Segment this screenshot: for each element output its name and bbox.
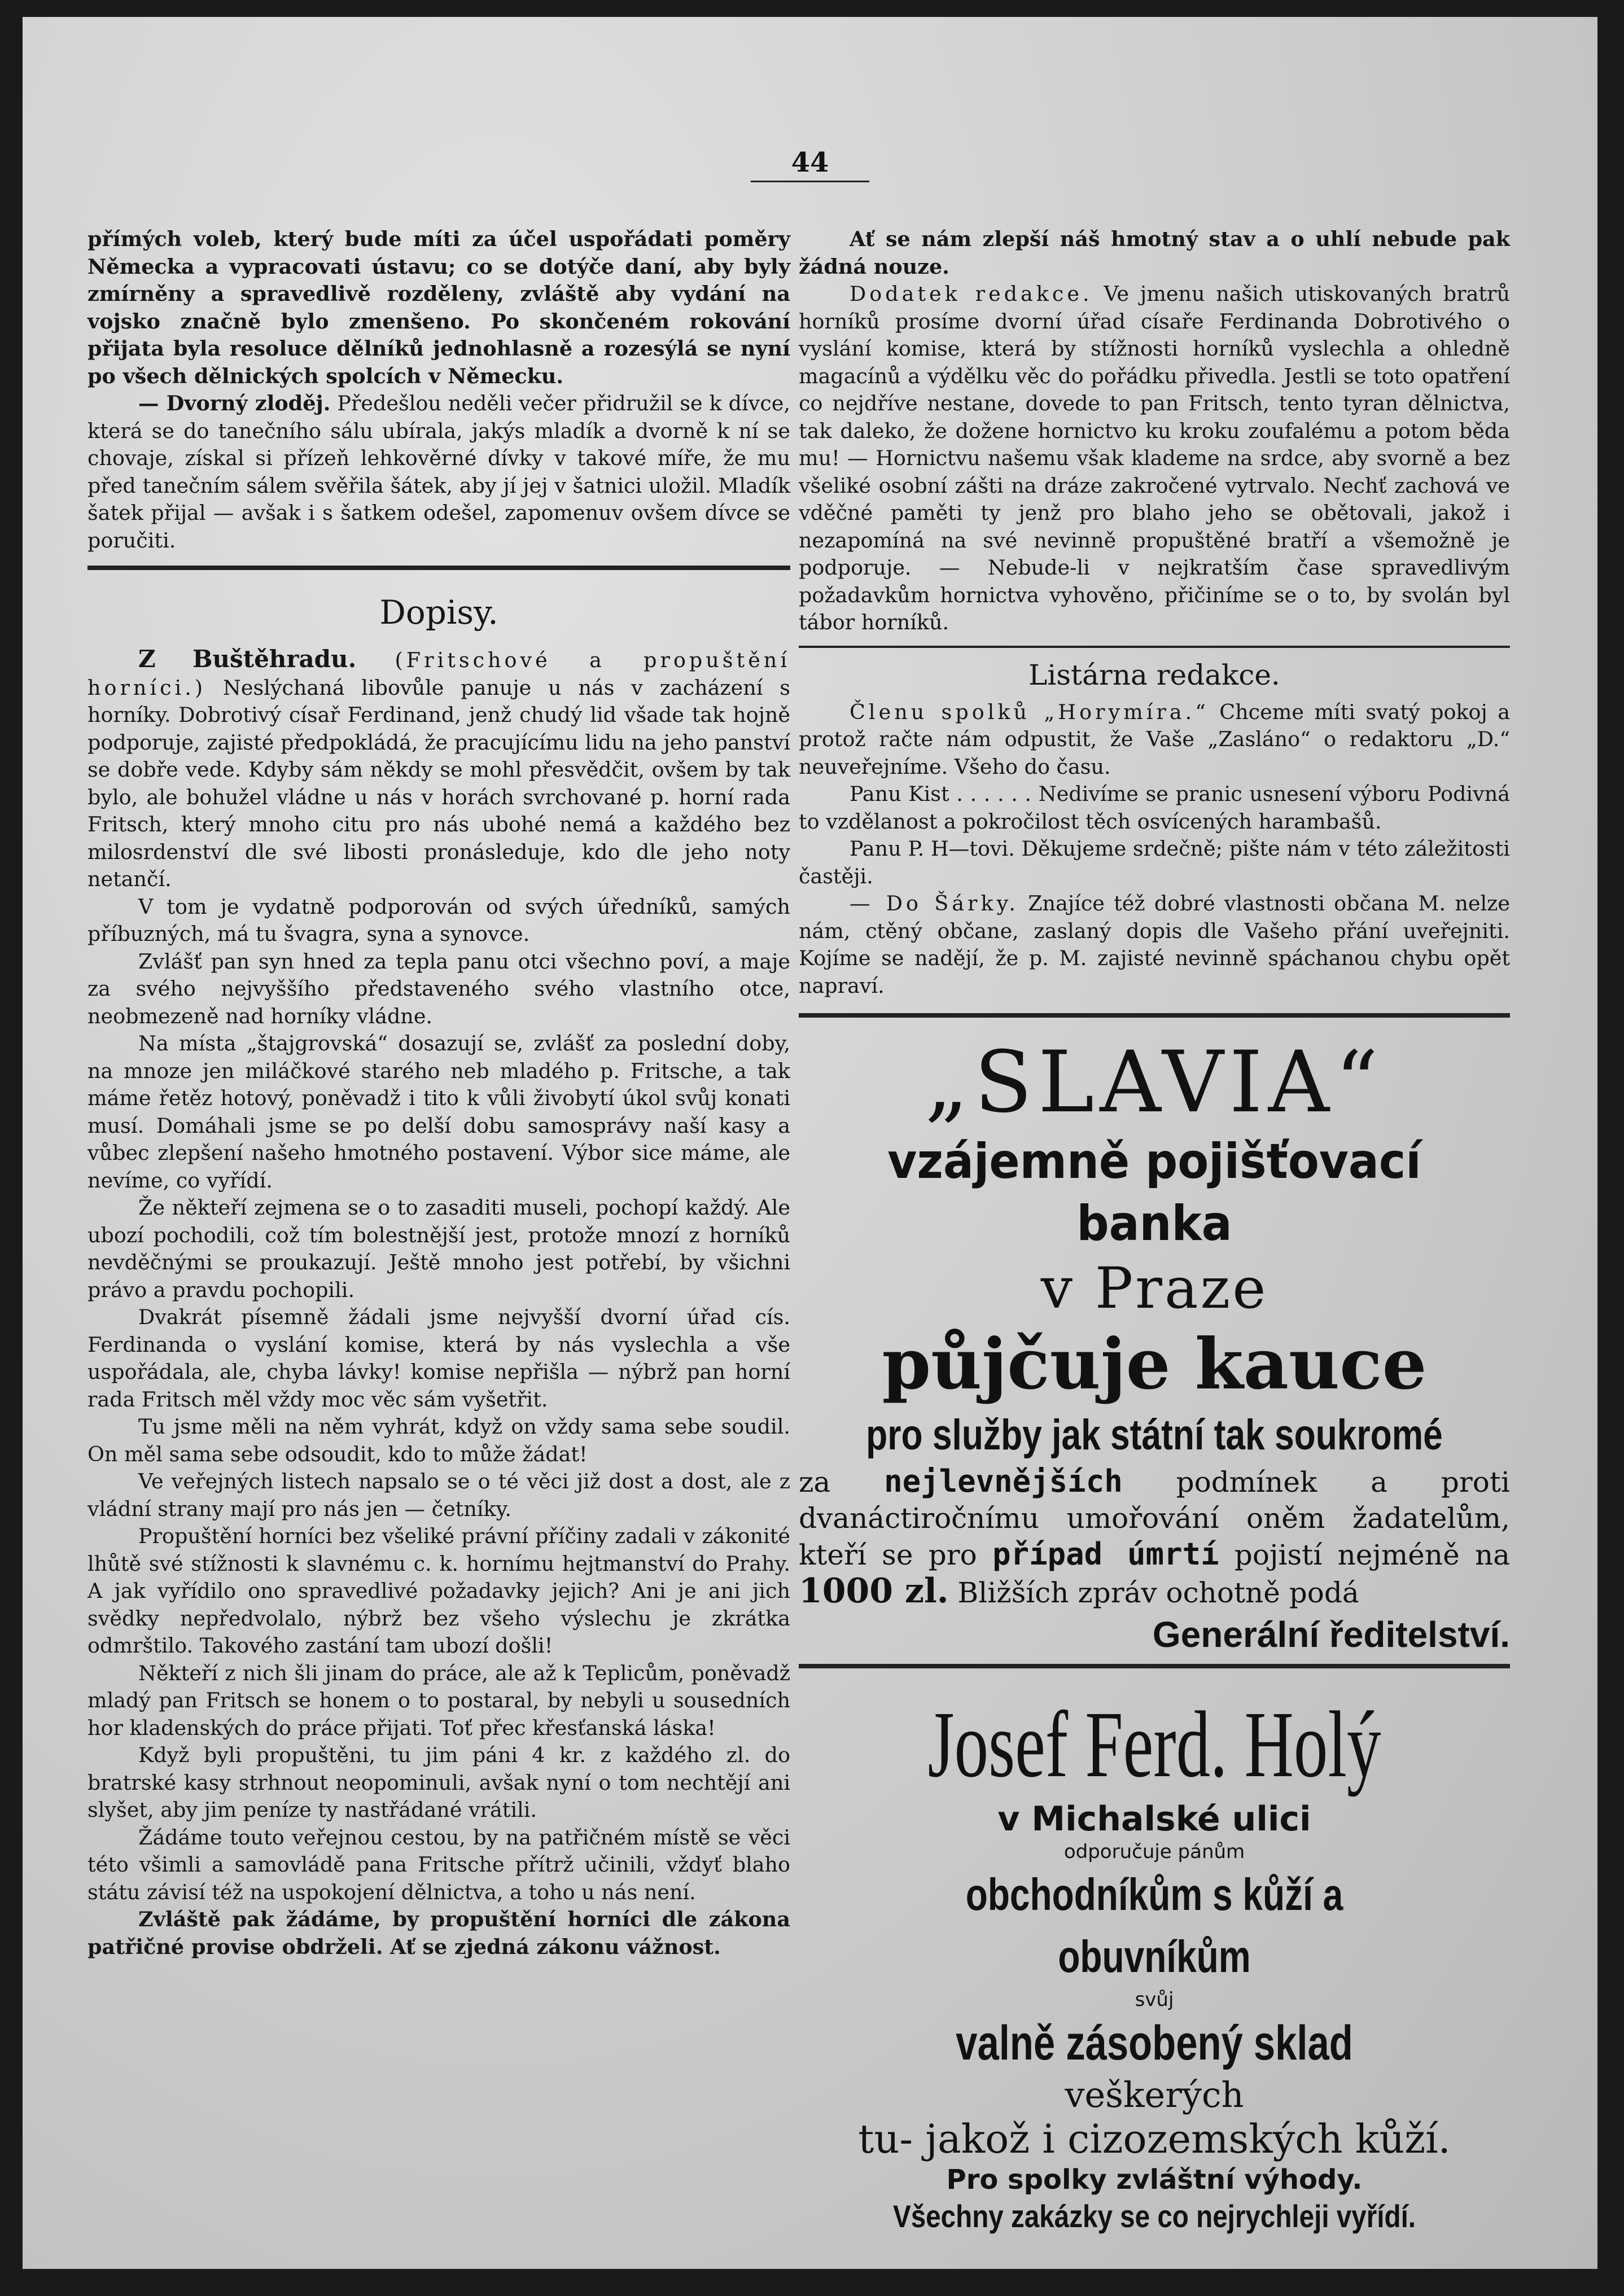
ad-body [799,1464,1510,1611]
reply-recipient: Panu P. H—tovi. [850,836,1015,861]
reply-recipient: Panu Kist . . . . . . [850,782,1032,806]
addendum-heading: Dodatek redakce. [850,282,1093,306]
section-title-dopisy: Dopisy. [379,593,498,632]
reply-text: Děkujeme srdečně; pište nám v této záležitosti častěji. [799,836,1510,888]
ad-headline: valně zásobený sklad [956,2016,1353,2070]
letter-paragraph: Dvakrát písemně žádali jsme nejvyšší dvorní úřad cís. Ferdinanda o vyslání komise, která by nás vyslechla a vše uspořádala, ale, chyba lávky! komise nepřišla — nýbrž pan horní rada Fritsch měl vždy moc věc sám vyšetřit. [87,1305,790,1412]
ad-body-emphasis: nejlevnějších [884,1464,1123,1499]
letter-paragraph: Zvlášť pan syn hned za tepla panu otci všechno poví, a maje za svého nejvyššího představeného svého vlastního otce, neobmezeně nad horníky vládne. [87,949,790,1028]
letter-paragraph: Někteří z nich šli jinam do práce, ale až k Teplicům, poněvadž mladý pan Fritsch se honem o to postaral, by nebyli u sousedních hor kladenských do práce přijati. Toť přec křesťanská láska! [87,1660,790,1740]
article-continued: přímých voleb, který bude míti za účel uspořádati poměry Německa a vypracovati ústavu; co se dotýče daní, aby byly zmírněny a spravedlivě rozděleny, zvláště aby vydání na vojsko značně bylo zmenšeno. Po skončeném rokování přijata byla resoluce dělníků jednohlasně a rozesýlá se nyní po všech dělnických spolcích v Německu. [87,227,790,388]
ad-line: vzájemně pojišťovací banka [887,1133,1421,1252]
letter-paragraph: Žádáme touto veřejnou cestou, by na patřičném místě se věci této všimli a samovládě pana Fritsche přítrž učinili, vždyť blaho státu závisí též na uspokojení dělnictva, a toho u nás není. [87,1825,790,1904]
ad-line: Pro spolky zvláštní výhody. [946,2164,1363,2196]
ad-headline: obchodníkům s kůží a obuvníkům [965,1869,1343,1982]
news-item-dvorny [87,390,790,554]
advertisement-holy [799,1691,1510,2236]
ad-line: veškerých [1065,2074,1244,2115]
reply-text: Znajíce též dobré vlastnosti občana M. nelze nám, ctěný občane, zaslaný dopis dle Vašeho přání uveřejniti. Kojíme se nadějí, že p. M. zajisté nevinně spáchanou chybu opět napraví. [799,891,1511,998]
letter-paragraph: Že někteří zejmena se o to zasaditi museli, pochopí každý. Ale ubozí pochodili, což tím bolestnější jest, protože mnozí z horníků nevděčnými se proukazují. Ještě mnoho jest potřebí, by všichni právo a pravdu pochopili. [87,1195,790,1302]
letter-paragraph: Na místa „štajgrovská“ dosazují se, zvlášť za poslední doby, na mnoze jen miláčkové starého neb mladého p. Fritsche, a tak máme řetěz hotový, poněvadž i tito k vůli živobytí úkol svůj konati musí. Domáhali jsme se po delší dobu samosprávy naší kasy a vůbec zlepšení našeho hmotného postavení. Výbor sice máme, ale nevíme, co vyřídí. [87,1031,790,1193]
letter-paragraph: Když byli propuštěni, tu jim páni 4 kr. z každého zl. do bratrské kasy strhnout neopominuli, avšak nyní o tom nechtějí ani slyšet, aby jim peníze ty nastřádané vrátili. [87,1743,790,1822]
ad-headline: půjčuje kauce [882,1324,1427,1405]
editor-reply [799,699,1510,781]
letter-paragraph: Tu jsme měli na něm vyhrát, když on vždy sama sebe soudil. On měl sama sebe odsoudit, kdo to může žádat! [87,1414,790,1466]
letter-subtitle: (Fritschové a propuštění horníci.) [87,648,790,700]
news-item-heading: — Dvorný zloděj. [138,391,331,415]
ad-body-text: podmínek a proti dvanáctiročnímu umořování oněm žadatelům, kteří se pro [799,1466,1510,1571]
ad-body-text: za [799,1466,885,1498]
ad-merchant-name: Josef Ferd. Holý [927,1692,1381,1797]
news-item-text: Předešlou neděli večer přidružil se k dívce, která se do tanečního sálu ubírala, jakýs mladík a dvorně k ní se chovaje, získal si přízeň lehkověrné dívky v takové míře, že mu před tanečním sálem svěřila šátek, aby jí jej v šatnici uložil. Mladík šatek přijal — avšak i s šatkem odešel, zapomenuv ovšem dívce se poručiti. [87,391,790,553]
section-divider [87,566,790,570]
letter-paragraph: Neslýchaná libovůle panuje u nás v zacházení s horníky. Dobrotivý císař Ferdinand, jenž chudý lid všade tak hojně podporuje, zajisté předpokládá, že pracujícímu lidu na jeho panství se dobře vede. Kdyby sám někdy se mohl přesvědčit, ovšem by tak bylo, ale bohužel vládne u nás v horách svrchované p. horní rada Fritsch, který mnoho citu pro nás ubohé nemá a každého bez milosrdenství dle své libosti pronásleduje, kdo dle jeho noty netančí. [87,675,791,891]
editorial-addendum [799,281,1510,637]
section-divider [799,646,1510,648]
ad-signature: Generální ředitelství. [1152,1614,1510,1655]
ad-line: tu- jakož i cizozemských kůží. [858,2116,1451,2162]
letter-location: Z Buštěhradu. [138,645,357,673]
advertisement-slavia [799,1035,1510,1658]
reply-recipient: Členu spolků „Horymíra.“ [850,699,1209,724]
ad-line: pro služby jak státní tak soukromé [866,1411,1443,1459]
addendum-text: Ve jmenu našich utiskovaných bratrů horníků prosíme dvorní úřad císaře Ferdinanda Dobrotivého o vyslání komise, která by stížnosti horníků vyslechla a ohledně magacínů a výdělku věc do pořádku přivedla. Jestli se toto opatření co nejdříve nestane, dovede to pan Fritsch, tento tyran dělnictva, tak daleko, že dožene hornictvo ku kroku zoufalému a potom běda mu! — Hornictvu našemu však klademe na srdce, aby svorně a bez všeliké osobní zášti na dráze zakročené vytrvalo. Nechť zachová ve vděčné paměti ty jenž pro blaho jeho se obětovali, jakož i nezapomíná na své nevinně propuštěné bratří a všemožně je podporuje. — Nebude-li v nejkratším čase spravedlivým požadavkům hornictva vyhověno, přičiníme se o to, by svolán byl tábor horníků. [799,282,1510,634]
ad-body-text: pojistí nejméně na [1219,1539,1510,1571]
right-column [799,226,1510,2236]
editor-reply [799,781,1510,835]
ad-body-emphasis: 1000 zl. [799,1571,949,1611]
letter-paragraph: Zvláště pak žádáme, by propuštění horníci dle zákona patřičné provise obdrželi. Ať se zjedná zákonu vážnost. [87,1907,790,1959]
editor-reply [799,890,1510,1000]
editor-reply [799,835,1510,890]
ad-body-emphasis: případ úmrtí [992,1536,1219,1572]
letter-conclusion: Ať se nám zlepší náš hmotný stav a o uhlí nebude pak žádná nouze. [799,227,1510,279]
ad-line: odporučuje pánům [1063,1841,1245,1863]
page-number: 44 [751,147,869,182]
ad-divider [799,1013,1510,1018]
ad-brand-name: „SLAVIA“ [925,1033,1384,1132]
ad-line: svůj [1135,1988,1174,2011]
letter-intro [87,646,790,893]
reply-text: Nedivíme se pranic usnesení výboru Podivná to vzdělanost a pokročilost těch osvícených harambašů. [799,782,1510,834]
ad-line: v Praze [1040,1255,1268,1321]
ad-body-text: Bližších zpráv ochotně podá [948,1576,1359,1609]
letter-paragraph: V tom je vydatně podporován od svých úředníků, samých příbuzných, má tu švagra, syna a synovce. [87,894,790,946]
section-title-listarna: Listárna redakce. [1028,658,1280,691]
left-column [87,226,790,1961]
letter-paragraph: Ve veřejných listech napsalo se o té věci již dost a dost, ale z vládní strany mají pro nás jen — četníky. [87,1469,790,1521]
ad-line: Všechny zakázky se co nejrychleji vyřídí. [892,2198,1416,2234]
ad-divider [799,1664,1510,1668]
ad-address: v Michalské ulici [997,1799,1311,1839]
letter-paragraph: Propuštění horníci bez všeliké právní příčiny zadali v zákonité lhůtě své stížnosti k slavnému c. k. hornímu hejtmanství do Prahy. A jak vyřídilo ono spravedlivé požadavky jejich? Ani je ani jich svědky nepředvolalo, nýbrž bez všeho výslechu je zkrátka odmrštilo. Takového zastání tam ubozí došli! [87,1524,790,1658]
reply-recipient: — Do Šárky. [850,891,1019,915]
reply-text: Chceme míti svatý pokoj a protož račte nám odpustit, že Vaše „Zasláno“ o redaktoru „D.“ neuveřejníme. Všeho do času. [799,699,1510,779]
newspaper-page [23,17,1597,2269]
